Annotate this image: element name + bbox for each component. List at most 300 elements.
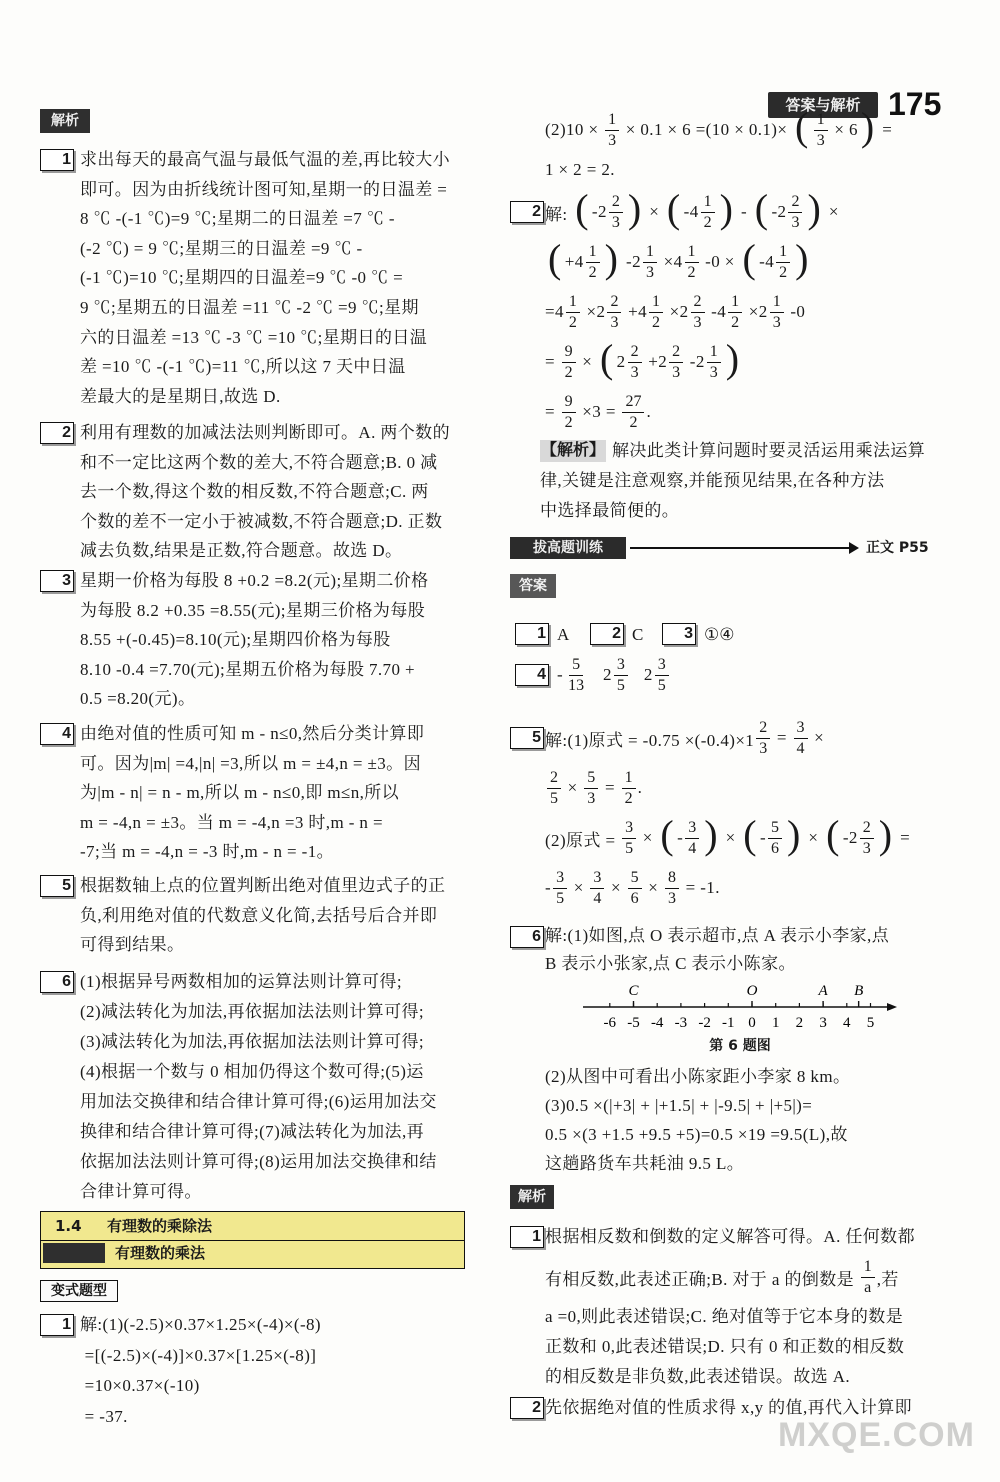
fraction <box>701 192 715 233</box>
text-run: a =0,则此表述错误;C. 绝对值等于它本身的数是 <box>545 1307 904 1326</box>
numerator: 2 <box>669 342 683 363</box>
text-run: -4 <box>683 202 699 221</box>
text-line <box>545 105 942 155</box>
point-label: C <box>628 983 639 999</box>
fraction <box>628 868 642 909</box>
text-run: -4 <box>706 302 727 321</box>
text-run: 根据数轴上点的位置判断出绝对值里边式子的正 <box>80 876 446 895</box>
denominator: 3 <box>693 313 702 331</box>
text-run: × <box>569 878 589 897</box>
bracket: ( <box>794 105 809 149</box>
text-line <box>545 1252 942 1302</box>
bracket: ) <box>795 236 809 281</box>
text-run: 1 × 2 = 2. <box>545 160 615 179</box>
watermark-logo: MXQE.COM <box>778 1416 975 1454</box>
text-run: -2 <box>591 202 607 221</box>
numerator: 5 <box>768 818 782 839</box>
text-line <box>80 1402 472 1433</box>
text-line <box>80 507 472 537</box>
numerator: 1 <box>622 768 636 789</box>
question-number: 5 <box>40 875 74 897</box>
text-run: =[(-2.5)×(-4)]×0.37×[1.25×(-8)] <box>80 1345 317 1365</box>
numerator: 5 <box>584 768 598 789</box>
text-line <box>80 930 472 960</box>
bracket: ) <box>604 236 619 281</box>
text-run: 的相反数是非负数,此表述错误。故选 A. <box>545 1367 851 1386</box>
text-line <box>540 466 942 496</box>
text-line <box>545 713 942 763</box>
numerator: 2 <box>756 718 770 739</box>
text-run: +2 <box>643 352 668 371</box>
text-run: ×2 <box>744 302 768 321</box>
item-body <box>545 1062 942 1178</box>
denominator: 3 <box>772 313 781 331</box>
text-run: ,若 <box>876 1269 899 1289</box>
numerator: 3 <box>614 655 628 676</box>
question-number: 4 <box>40 723 74 745</box>
note-label: 【解析】 <box>540 440 606 462</box>
text-run: +4 <box>564 252 584 271</box>
textbook-page-ref: 正文 P55 <box>866 540 929 556</box>
text-line <box>545 1062 942 1091</box>
text-run: 2 <box>616 352 626 371</box>
numerator: 1 <box>728 292 742 313</box>
bracket: ( <box>660 812 675 857</box>
text-run: 解:(1)原式 = -0.75 ×(-0.4)×1 <box>545 730 755 750</box>
text-run: 合律计算可得。 <box>80 1182 202 1201</box>
text-run: 六的日温差 =13 ℃ -3 ℃ =10 ℃;星期日的日温 <box>80 327 428 347</box>
denominator: 2 <box>624 789 633 807</box>
arrow-line <box>630 547 850 549</box>
text-line <box>545 863 942 913</box>
fraction <box>547 768 561 809</box>
text-run: 解决此类计算问题时要灵活运用乘法运算 <box>612 441 926 460</box>
question-number: 1 <box>40 149 74 171</box>
text-line <box>545 287 942 337</box>
text-run: = -37. <box>80 1406 128 1426</box>
item-body <box>545 1222 942 1392</box>
text-line <box>80 871 472 901</box>
text-line <box>545 187 942 237</box>
text-run: 为每股 8.2 +0.35 =8.55(元);星期三价格为每股 <box>80 600 426 620</box>
text-run: × <box>644 202 664 221</box>
tick-label: 3 <box>819 1015 827 1031</box>
text-run: = <box>545 402 560 421</box>
text-line <box>80 1341 472 1372</box>
bracket: ( <box>826 812 840 857</box>
text-line <box>545 813 942 863</box>
denominator: 2 <box>564 363 573 381</box>
text-run: = <box>772 728 792 747</box>
bracket: ) <box>787 812 801 857</box>
item-body <box>80 719 472 867</box>
text-run: (2)从图中可看出小陈家距小李家 8 km。 <box>545 1067 851 1086</box>
denominator: 5 <box>550 789 558 807</box>
text-line <box>80 837 472 867</box>
text-line <box>80 536 472 566</box>
denominator: 3 <box>667 889 676 907</box>
fraction <box>707 342 721 383</box>
text-line <box>80 263 472 293</box>
page-number: 175 <box>888 86 942 122</box>
text-run: 差 =10 ℃ -(-1 ℃)=11 ℃,所以这 7 天中日温 <box>80 357 406 377</box>
text-line <box>80 293 472 323</box>
text-run: = <box>545 352 560 371</box>
denominator: 5 <box>625 839 634 857</box>
text-run: 换律和结合律计算可得;(7)减法转化为加法,再 <box>80 1122 424 1141</box>
tick-label: -3 <box>674 1015 688 1031</box>
fraction <box>622 818 636 859</box>
question-number: 2 <box>40 422 74 444</box>
text-line <box>545 922 942 950</box>
text-line <box>80 175 472 205</box>
tick-label: 0 <box>748 1015 756 1031</box>
tick-label: 1 <box>771 1015 780 1031</box>
bracket: ) <box>627 187 642 231</box>
denominator: 4 <box>688 839 697 857</box>
numerator: 1 <box>770 292 784 313</box>
numerator: 2 <box>788 192 802 213</box>
text-run: = -1. <box>680 878 720 897</box>
text-run: × <box>643 878 663 897</box>
numerator: 3 <box>685 818 699 839</box>
text-line <box>545 387 942 437</box>
numerator: 1 <box>861 1257 875 1278</box>
fraction <box>691 292 705 333</box>
denominator: 2 <box>651 313 660 331</box>
text-run: 8 ℃ -(-1 ℃)=9 ℃;星期二的日温差 =7 ℃ - <box>80 209 395 229</box>
text-run: 9 ℃;星期五的日温差 =11 ℃ -2 ℃ =9 ℃;星期 <box>80 297 419 317</box>
section-number: 1.4 <box>55 1217 82 1235</box>
denominator: 6 <box>771 839 780 857</box>
text-line <box>80 1057 472 1087</box>
numerator: 2 <box>609 192 623 213</box>
question-number: 2 <box>510 201 544 223</box>
text-line <box>80 684 472 714</box>
fraction <box>622 768 636 809</box>
text-run: 由绝对值的性质可知 m - n≤0,然后分类计算即 <box>80 724 425 743</box>
fraction <box>665 868 679 909</box>
numerator: 1 <box>643 242 657 263</box>
text-run: -2 <box>771 202 787 221</box>
fraction <box>770 292 784 333</box>
denominator: 13 <box>568 676 585 694</box>
text-run: (3)0.5 ×(|+3| + |+1.5| + |-9.5| + |+5|)= <box>545 1096 813 1115</box>
fraction <box>788 192 802 233</box>
text-run: = <box>600 778 620 797</box>
text-line <box>545 155 942 185</box>
text-run: +4 <box>623 302 647 321</box>
text-line <box>545 1362 942 1392</box>
numerator: 2 <box>628 342 642 363</box>
fraction <box>728 292 742 333</box>
item-body <box>80 145 472 411</box>
numerator: 2 <box>691 292 705 313</box>
numerator: 3 <box>622 818 636 839</box>
item-body <box>545 105 942 185</box>
answer-value: C <box>632 625 644 644</box>
text-run: 先依据绝对值的性质求得 x,y 的值,再代入计算即 <box>545 1398 912 1417</box>
question-number: 1 <box>40 1314 74 1336</box>
text-line <box>545 1302 942 1332</box>
text-run: × <box>803 828 824 847</box>
denominator: 5 <box>556 889 565 907</box>
denominator: 2 <box>564 413 573 431</box>
answers-analysis-badge: 答案与解析 <box>768 92 878 118</box>
text-run: × 0.1 × 6 =(10 × 0.1)× <box>621 120 792 139</box>
fraction <box>685 242 699 283</box>
tick-label: -5 <box>627 1015 640 1031</box>
numerator: 3 <box>794 718 808 739</box>
denominator: 4 <box>796 739 805 757</box>
text-line <box>80 323 472 353</box>
item-body <box>80 418 472 566</box>
text-line <box>80 808 472 838</box>
fraction <box>860 818 874 859</box>
item-body <box>545 713 942 913</box>
question-number: 1 <box>515 623 549 645</box>
tick-label: -1 <box>722 1015 735 1031</box>
numerator: 1 <box>814 110 828 131</box>
point-label: A <box>818 983 828 999</box>
text-run: -0 × <box>700 252 740 271</box>
bracket: ( <box>754 187 769 231</box>
fraction <box>814 110 828 151</box>
text-line <box>80 1177 472 1207</box>
text-run: 律,关键是注意观察,并能预见结果,在各种方法 <box>540 471 885 490</box>
fraction <box>586 242 600 283</box>
text-run: -0 <box>785 302 806 321</box>
numerator: 1 <box>685 242 699 263</box>
fraction <box>649 292 663 333</box>
text-run: = <box>895 828 911 847</box>
denominator: 3 <box>816 131 825 149</box>
question-number: 2 <box>590 623 624 645</box>
denominator: 5 <box>657 676 666 694</box>
question-number: 6 <box>40 971 74 993</box>
numerator: 3 <box>655 655 669 676</box>
text-run: 星期一价格为每股 8 +0.2 =8.2(元);星期二价格 <box>80 571 429 590</box>
fraction <box>622 392 644 433</box>
bracket: ) <box>878 812 893 857</box>
text-line <box>545 1120 942 1149</box>
bracket: ) <box>725 336 740 381</box>
text-line <box>80 352 472 382</box>
numerator: 3 <box>590 868 604 889</box>
bracket: ( <box>666 187 681 231</box>
denominator: 3 <box>791 213 800 231</box>
text-run: - <box>677 828 684 847</box>
fraction <box>566 292 580 333</box>
text-line <box>80 1371 472 1402</box>
question-number: 6 <box>510 926 544 948</box>
text-run: 根据相反数和倒数的定义解答可得。A. 任何数都 <box>545 1227 915 1246</box>
text-run: × <box>824 202 839 221</box>
text-run: × <box>720 828 741 847</box>
point-label: B <box>854 983 864 999</box>
text-run: - <box>736 202 752 221</box>
numerator: 2 <box>607 292 621 313</box>
bracket: ( <box>548 236 562 281</box>
analysis-label-2: 解析 <box>510 1185 554 1209</box>
text-run: (2)10 × <box>545 120 604 139</box>
fraction <box>776 242 790 283</box>
question-number: 2 <box>510 1397 544 1419</box>
fraction <box>553 868 567 909</box>
numerator: 2 <box>547 768 561 789</box>
numerator: 1 <box>707 342 721 363</box>
text-run: 依据加法法则计算可得;(8)运用加法交换律和结 <box>80 1152 437 1171</box>
denominator: 2 <box>588 263 597 281</box>
bracket: ( <box>575 187 589 231</box>
numerator: 3 <box>553 868 567 889</box>
text-run: - <box>545 878 552 897</box>
question-number: 1 <box>510 1226 544 1248</box>
text-line <box>545 237 942 287</box>
lesson-row <box>41 1240 464 1267</box>
denominator: 3 <box>862 839 871 857</box>
text-line <box>545 763 942 813</box>
item-body <box>557 650 927 700</box>
text-run: × <box>606 878 626 897</box>
text-line <box>80 1310 472 1341</box>
text-run: (1)根据异号两数相加的运算法则计算可得; <box>80 972 402 991</box>
numerator: 9 <box>562 342 576 363</box>
question-number: 3 <box>662 623 696 645</box>
item-body <box>80 566 472 714</box>
fraction <box>643 242 657 283</box>
point-label: O <box>746 983 758 999</box>
fraction <box>562 392 576 433</box>
text-line <box>80 145 472 175</box>
text-run: 为|m - n| = n - m,所以 m - n≤0,即 m≤n,所以 <box>80 783 400 803</box>
numerator: 1 <box>586 242 600 263</box>
denominator: 3 <box>645 263 654 281</box>
text-line <box>80 566 472 596</box>
text-line <box>80 1027 472 1057</box>
bracket: ) <box>704 812 718 857</box>
text-run: 2 <box>629 665 653 684</box>
text-run: (2)原式 = <box>545 830 621 850</box>
fraction <box>605 110 619 151</box>
denominator: 4 <box>593 889 602 907</box>
numerator: 1 <box>701 192 715 213</box>
text-run: B 表示小张家,点 C 表示小陈家。 <box>545 954 796 973</box>
tick-label: -4 <box>650 1015 664 1031</box>
text-run: 解:(1)如图,点 O 表示超市,点 A 表示小李家,点 <box>545 926 890 945</box>
text-line <box>80 901 472 931</box>
text-line <box>545 1091 942 1120</box>
text-run: (-2 ℃) = 9 ℃;星期三的日温差 =9 ℃ - <box>80 238 363 258</box>
numerator: 2 <box>860 818 874 839</box>
text-run: 和不一定比这两个数的差大,不符合题意;B. 0 减 <box>80 452 438 472</box>
item-body <box>80 871 472 960</box>
text-run: 减去负数,结果是正数,符合题意。故选 D。 <box>80 541 403 561</box>
answer-label: 答案 <box>510 574 556 598</box>
fraction <box>768 818 782 859</box>
text-run: . <box>637 778 643 797</box>
question-number: 4 <box>515 664 549 686</box>
advanced-training-badge: 拔高题训练 <box>510 537 626 559</box>
fraction <box>607 292 621 333</box>
text-run: × <box>577 352 597 371</box>
denominator: 3 <box>611 213 620 231</box>
section-title: 有理数的乘除法 <box>107 1217 213 1235</box>
tick-label: -2 <box>698 1015 711 1031</box>
denominator: 2 <box>629 413 638 431</box>
denominator: 3 <box>709 363 718 381</box>
text-run: 0.5 ×(3 +1.5 +9.5 +5)=0.5 ×19 =9.5(L),故 <box>545 1125 848 1144</box>
text-line <box>545 1332 942 1362</box>
denominator: a <box>864 1278 872 1296</box>
fraction <box>584 768 598 809</box>
text-run: ×2 <box>664 302 689 321</box>
text-run: 个数的差不一定小于被减数,不符合题意;D. 正数 <box>80 511 443 531</box>
bracket: ( <box>742 236 757 281</box>
text-run: 差最大的是星期日,故选 D. <box>80 386 281 406</box>
figure-caption: 第 6 题图 <box>709 1038 771 1054</box>
text-line <box>80 1117 472 1147</box>
text-run: 可。因为|m| =4,|n| =3,所以 m = ±4,n = ±3。因 <box>80 753 421 773</box>
text-run: 负,利用绝对值的代数意义化简,去括号后合并即 <box>80 905 438 925</box>
text-run: 求出每天的最高气温与最低气温的差,再比较大小 <box>80 150 451 169</box>
analysis-note <box>540 436 942 526</box>
denominator: 6 <box>630 889 639 907</box>
text-run: -7;当 m = -4,n = -3 时,m - n = -1。 <box>80 842 335 862</box>
question-number: 3 <box>40 570 74 592</box>
text-line <box>80 749 472 779</box>
denominator: 2 <box>568 313 577 331</box>
item-body <box>80 967 472 1207</box>
denominator: 3 <box>610 313 619 331</box>
numerator: 27 <box>622 392 644 413</box>
text-run: × <box>809 728 825 747</box>
text-run: 利用有理数的加减法法则判断即可。A. 两个数的 <box>80 423 450 442</box>
section-title-row <box>41 1212 464 1241</box>
text-run: 用加法交换律和结合律计算可得;(6)运用加法交 <box>80 1092 437 1111</box>
tick-label: -6 <box>603 1015 617 1031</box>
tick-label: 2 <box>795 1015 804 1031</box>
text-run: 这趟路货车共耗油 9.5 L。 <box>545 1154 745 1173</box>
fraction <box>669 342 683 383</box>
text-run: 去一个数,得这个数的相反数,不符合题意;C. 两 <box>80 482 429 502</box>
numerator: 9 <box>562 392 576 413</box>
text-run: m = -4,n = ±3。当 m = -4,n =3 时,m - n = <box>80 812 383 832</box>
tick-label: 5 <box>866 1015 875 1031</box>
denominator: 2 <box>703 213 712 231</box>
fraction <box>794 718 808 759</box>
text-run: (3)减法转化为加法,再依据加法法则计算可得; <box>80 1032 424 1051</box>
fraction <box>562 342 576 383</box>
text-run: =10×0.37×(-10) <box>80 1376 200 1395</box>
text-line <box>80 1147 472 1177</box>
text-line <box>80 448 472 478</box>
answer-value: ①④ <box>704 625 735 644</box>
text-line <box>80 477 472 507</box>
bracket: ) <box>807 187 822 231</box>
text-run: -2 <box>842 828 858 847</box>
text-run: -2 <box>621 252 641 271</box>
text-run: - <box>759 828 767 847</box>
text-run: . <box>646 402 652 421</box>
denominator: 3 <box>587 789 596 807</box>
tick-label: 4 <box>843 1015 851 1031</box>
text-run: 0.5 =8.20(元)。 <box>80 689 196 709</box>
numerator: 5 <box>569 655 583 676</box>
text-run: 解: <box>545 204 573 224</box>
text-run: -4 <box>759 252 775 271</box>
numerator: 1 <box>776 242 790 263</box>
